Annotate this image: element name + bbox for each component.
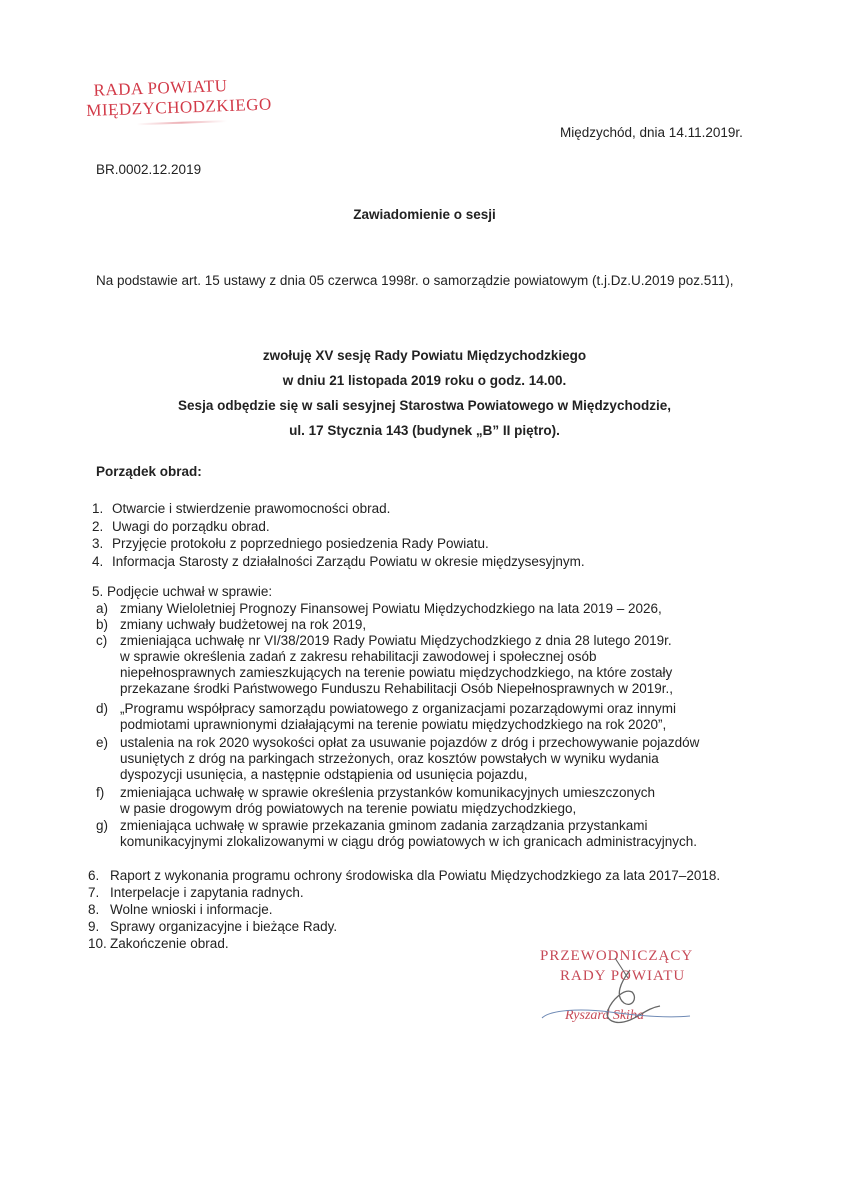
resolution-subitem: b) zmiany uchwały budżetowej na rok 2019, xyxy=(96,617,367,632)
agenda-list-last xyxy=(88,867,740,952)
agenda-heading: Porządek obrad: xyxy=(96,464,202,479)
place-date: Międzychód, dnia 14.11.2019r. xyxy=(560,125,743,140)
session-announcement xyxy=(0,343,849,443)
agenda-item: 1. Otwarcie i stwierdzenie prawomocności obrad. xyxy=(92,501,391,516)
agenda-list-first xyxy=(92,500,585,570)
legal-basis: Na podstawie art. 15 ustawy z dnia 05 czerwca 1998r. o samorządzie powiatowym (t.j.Dz.U.2019 poz.511), xyxy=(96,273,734,288)
announcement-line: w dniu 21 listopada 2019 roku o godz. 14.00. xyxy=(282,373,567,388)
agenda-item: 3. Przyjęcie protokołu z poprzedniego posiedzenia Rady Powiatu. xyxy=(92,536,489,551)
stamp-line-2: MIĘDZYCHODZKIEGO xyxy=(85,94,273,120)
document-title: Zawiadomienie o sesji xyxy=(353,207,496,222)
agenda-item: 2. Uwagi do porządku obrad. xyxy=(92,518,270,534)
resolution-subitem: g) zmieniająca uchwałę w sprawie przekazania gminom zadania zarządzania przystankami komunikacyjnymi zlokalizowanymi w ciągu dróg powiatowych w ich granicach administracyjnych. xyxy=(96,818,697,849)
agenda-item: 6. Raport z wykonania programu ochrony środowiska dla Powiatu Międzychodzkiego za lata 2017–2018. xyxy=(88,868,721,883)
signature-stamp-line-2: RADY POWIATU xyxy=(560,968,686,984)
stamp-smudge xyxy=(137,120,227,125)
handwritten-signature xyxy=(520,948,720,1048)
signature-stamp-line-1: PRZEWODNICZĄCY xyxy=(540,948,694,964)
reference-number: BR.0002.12.2019 xyxy=(96,162,202,177)
signature-name: Ryszard Skiba xyxy=(565,1008,644,1023)
agenda-item: 8. Wolne wnioski i informacje. xyxy=(88,902,273,917)
council-stamp xyxy=(85,75,273,127)
stamp-line-1: RADA POWIATU xyxy=(93,76,228,100)
announcement-line: ul. 17 Stycznia 143 (budynek „B” II piętro). xyxy=(289,423,560,438)
agenda-item: 7. Interpelacje i zapytania radnych. xyxy=(88,885,304,900)
resolution-subitem: f) zmieniająca uchwałę w sprawie określenia przystanków komunikacyjnych umieszczonych w pasie drogowym dróg powiatowych na terenie powiatu międzychodzkiego, xyxy=(96,785,655,816)
resolution-subitem: c) zmieniająca uchwałę nr VI/38/2019 Rady Powiatu Międzychodzkiego z dnia 28 lutego 2019r. w sprawie określenia zadań z zakresu rehabilitacji zawodowej i społecznej osób niepełnosprawnych zamieszkujących na terenie powiatu międzychodzkiego, na które zostały przekazane środki Państwowego Funduszu Rehabilitacji Osób Niepełnosprawnych w 2019r., xyxy=(96,633,674,696)
resolution-subitem: e) ustalenia na rok 2020 wysokości opłat za usuwanie pojazdów z dróg i przechowywanie pojazdów usuniętych z dróg na parkingach strzeżonych, oraz kosztów powstałych w wyniku wydania dyspozycji usunięcia, a następnie odstąpienia od usunięcia pojazdu, xyxy=(96,735,700,782)
agenda-item: 4. Informacja Starosty z działalności Zarządu Powiatu w okresie międzysesyjnym. xyxy=(92,553,585,569)
resolution-subitem: d) „Programu współpracy samorządu powiatowego z organizacjami pozarządowymi oraz innymi podmiotami uprawnionymi działającymi na terenie powiatu międzychodzkiego na rok 2020”, xyxy=(96,701,676,732)
item5-heading: 5. Podjęcie uchwał w sprawie: xyxy=(92,584,273,599)
agenda-item: 10. Zakończenie obrad. xyxy=(88,936,229,951)
agenda-item: 9. Sprawy organizacyjne i bieżące Rady. xyxy=(88,919,338,934)
resolution-subitem: a) zmiany Wieloletniej Prognozy Finansowej Powiatu Międzychodzkiego na lata 2019 – 2026, xyxy=(96,601,662,616)
announcement-line: zwołuję XV sesję Rady Powiatu Międzychodzkiego xyxy=(262,348,587,363)
announcement-line: Sesja odbędzie się w sali sesyjnej Starostwa Powiatowego w Międzychodzie, xyxy=(178,398,671,413)
